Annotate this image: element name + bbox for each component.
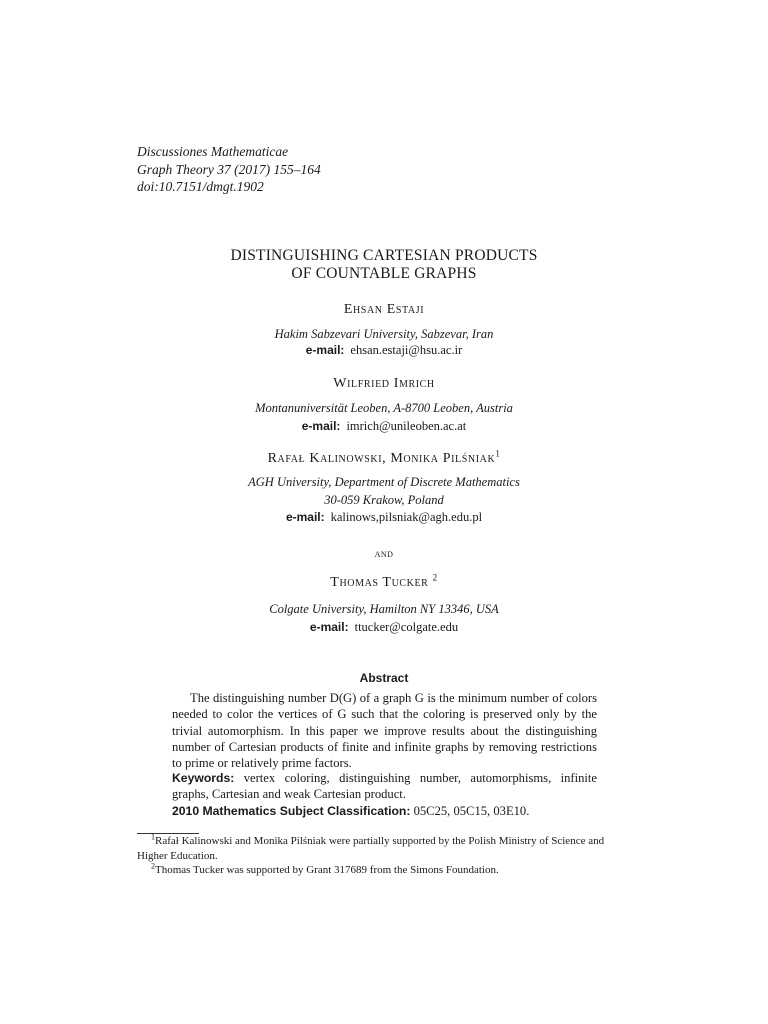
author-name: Wilfried Imrich [333,376,435,391]
footnote-1 [137,834,637,863]
author-name: Rafał Kalinowski, Monika Pilśniak$^1$ [267,448,501,466]
author-email-line [0,419,768,434]
author-email[interactable]: ttucker@colgate.edu [354,620,459,634]
email-label: e-mail: [309,620,349,634]
footnote-1-mark: 1 [151,832,155,842]
author-affiliation: Colgate University, Hamilton NY 13346, USA [269,602,499,616]
footnote-1-text: Rafał Kalinowski and Monika Pilśniak were partially supported by the Polish Ministry of Science and Higher Education. [137,835,605,862]
footnote-mark-2[interactable]: 2 [432,572,438,583]
author-email-line [0,620,768,635]
author-affiliation-line-2: 30-059 Krakow, Poland [324,493,444,507]
msc-label: 2010 Mathematics Subject Classification: [172,804,411,818]
author-name: Ehsan Estaji [343,302,425,317]
footnote-2 [137,863,637,878]
author-affiliation: Montanuniversität Leoben, A-8700 Leoben, Austria [255,401,513,415]
email-label: e-mail: [305,343,345,357]
author-affiliation: Hakim Sabzevari University, Sabzevar, Iran [274,327,494,341]
author-block-kalinowski-pilsniak [0,448,768,525]
keywords [172,770,597,803]
email-label: e-mail: [285,510,325,524]
footnote-2-text: Thomas Tucker was supported by Grant 317689 from the Simons Foundation. [155,864,499,876]
email-label: e-mail: [301,419,341,433]
author-affiliation-line-1: AGH University, Department of Discrete Mathematics [248,475,520,489]
journal-doi: doi:10.7151/dmgt.1902 [137,179,264,194]
keywords-text: vertex coloring, distinguishing number, automorphisms, infinite graphs, Cartesian and weak Cartesian product. [172,771,597,802]
title-line-2: OF COUNTABLE GRAPHS [291,265,477,282]
author-name: Thomas Tucker $^2$ [330,572,438,590]
msc-codes: 05C25, 05C15, 03E10. [413,804,530,818]
author-email[interactable]: ehsan.estaji@hsu.ac.ir [350,343,463,357]
author-block-estaji [0,302,768,358]
journal-header [137,143,321,196]
keywords-label: Keywords: [172,771,235,785]
footnote-mark-1[interactable]: 1 [495,448,501,459]
abstract-heading: Abstract [359,671,409,685]
author-email-line [0,343,768,358]
author-block-tucker [0,572,768,635]
journal-volume: Graph Theory 37 (2017) 155–164 [137,161,321,177]
paper-title [0,247,768,283]
title-line-1: DISTINGUISHING CARTESIAN PRODUCTS [230,247,538,264]
author-email[interactable]: imrich@unileoben.ac.at [346,419,467,433]
and-separator: and [374,546,394,560]
author-email[interactable]: kalinows,pilsniak@agh.edu.pl [330,510,483,524]
footnote-2-mark: 2 [151,861,155,871]
author-block-imrich [0,376,768,434]
msc-classification [172,803,597,819]
abstract-body: The distinguishing number D(G) of a graph G is the minimum number of colors needed to color the vertices of G such that the coloring is preserved only by the trivial automorphism. In this paper we improve results about the distinguishing number of Cartesian products of finite and infinite graphs by removing restrictions to prime or relatively prime factors. [172,691,597,771]
footnotes [137,834,637,878]
journal-name: Discussiones Mathematicae [137,144,289,159]
author-email-line [0,510,768,525]
